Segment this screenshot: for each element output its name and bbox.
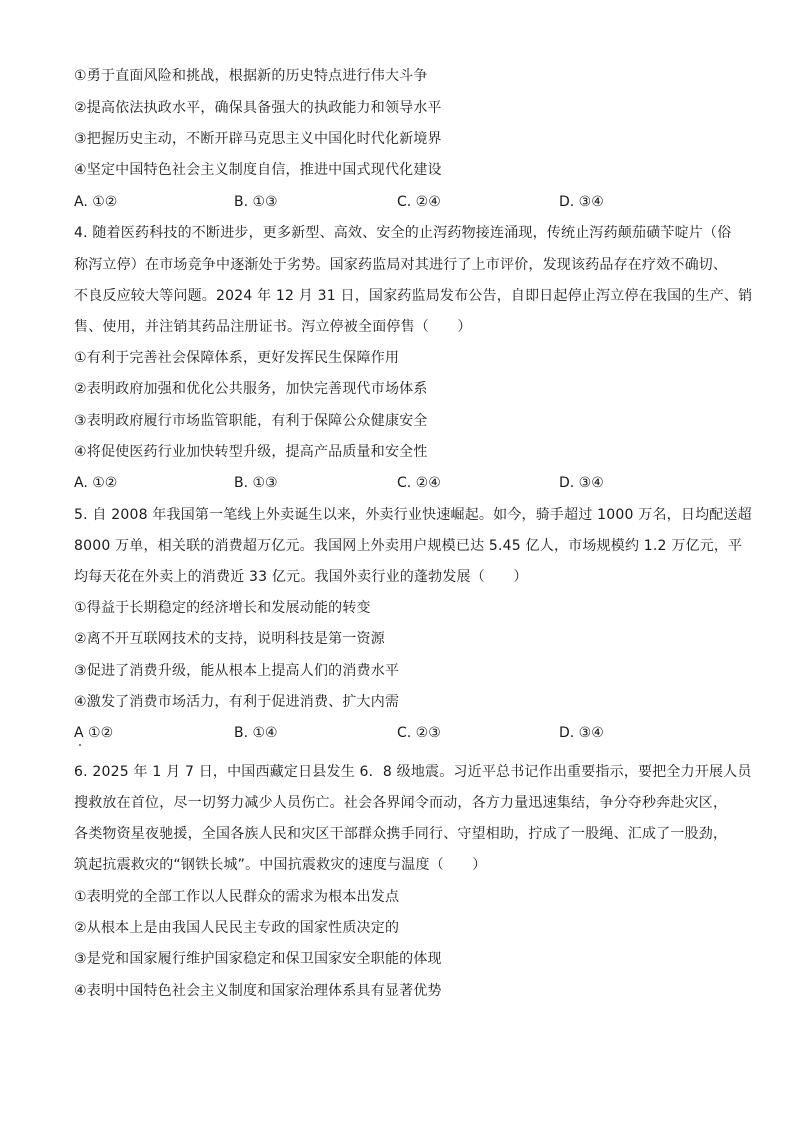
q5-option-c[interactable]: C. ②③ [397,725,441,741]
q6-item-3: ③是党和国家履行维护国家稳定和保卫国家安全职能的体现 [74,951,442,967]
q6-item-2: ②从根本上是由我国人民民主专政的国家性质决定的 [74,920,400,936]
stray-dot-mark [79,744,81,746]
q6-item-4: ④表明中国特色社会主义制度和国家治理体系具有显著优势 [74,983,442,999]
q4-stem-line-1: 4. 随着医药科技的不断进步，更多新型、高效、安全的止泻药物接连涌现，传统止泻药颠茄磺苄啶片（俗 [74,225,732,241]
q4-item-3: ③表明政府履行市场监管职能，有利于保障公众健康安全 [74,413,428,429]
q5-options [74,723,734,743]
q4-item-2: ②表明政府加强和优化公共服务，加快完善现代市场体系 [74,381,428,397]
q4-stem-line-3: 不良反应较大等问题。2024 年 12 月 31 日，国家药监局发布公告，自即日起停止泻立停在我国的生产、销 [74,288,753,304]
q5-option-d[interactable]: D. ③④ [559,725,604,741]
q5-item-4: ④激发了消费市场活力，有利于促进消费、扩大内需 [74,694,400,710]
q3-item-4: ④坚定中国特色社会主义制度自信，推进中国式现代化建设 [74,162,442,178]
q3-option-d[interactable]: D. ③④ [559,194,604,210]
q3-item-2: ②提高依法执政水平，确保具备强大的执政能力和领导水平 [74,100,442,116]
q4-option-d[interactable]: D. ③④ [559,475,604,491]
q4-option-c[interactable]: C. ②④ [397,475,441,491]
q4-option-a[interactable]: A. ①② [74,475,118,491]
q6-stem-line-2: 搜救放在首位，尽一切努力减少人员伤亡。社会各界闻令而动，各方力量迅速集结，争分夺秒奔赴灾区， [74,795,728,811]
q6-stem-line-1: 6. 2025 年 1 月 7 日，中国西藏定日县发生 6．8 级地震。习近平总书记作出重要指示，要把全力开展人员 [74,764,752,780]
q5-item-3: ③促进了消费升级，能从根本上提高人们的消费水平 [74,663,400,679]
q4-item-1: ①有利于完善社会保障体系，更好发挥民生保障作用 [74,350,400,366]
q3-item-3: ③把握历史主动，不断开辟马克思主义中国化时代化新境界 [74,131,442,147]
q3-options [74,192,734,212]
q4-options [74,473,734,493]
q3-option-a[interactable]: A. ①② [74,194,118,210]
q4-option-b[interactable]: B. ①③ [234,475,278,491]
q6-stem-line-3: 各类物资星夜驰援，全国各族人民和灾区干部群众携手同行、守望相助，拧成了一股绳、汇成了一股劲， [74,826,728,842]
q5-item-2: ②离不开互联网技术的支持，说明科技是第一资源 [74,631,385,647]
q5-item-1: ①得益于长期稳定的经济增长和发展动能的转变 [74,600,371,616]
q4-stem-line-2: 称泻立停）在市场竞争中逐渐处于劣势。国家药监局对其进行了上市评价，发现该药品存在疗效不确切、 [74,257,728,273]
q3-item-1: ①勇于直面风险和挑战，根据新的历史特点进行伟大斗争 [74,68,428,84]
q6-stem-line-4: 筑起抗震救灾的“钢铁长城”。中国抗震救灾的速度与温度（ ） [74,857,487,873]
q5-stem-line-1: 5. 自 2008 年我国第一笔线上外卖诞生以来，外卖行业快速崛起。如今，骑手超过 1000 万名，日均配送超 [74,507,752,523]
q5-option-a[interactable]: A ①② [74,725,114,741]
q5-stem-line-3: 均每天花在外卖上的消费近 33 亿元。我国外卖行业的蓬勃发展（ ） [74,569,528,585]
q4-item-4: ④将促使医药行业加快转型升级，提高产品质量和安全性 [74,444,428,460]
q3-option-c[interactable]: C. ②④ [397,194,441,210]
q6-item-1: ①表明党的全部工作以人民群众的需求为根本出发点 [74,889,400,905]
q5-stem-line-2: 8000 万单，相关联的消费超万亿元。我国网上外卖用户规模已达 5.45 亿人，市场规模约 1.2 万亿元，平 [74,538,743,554]
q4-stem-line-4: 售、使用，并注销其药品注册证书。泻立停被全面停售（ ） [74,319,472,335]
q3-option-b[interactable]: B. ①③ [234,194,278,210]
q5-option-b[interactable]: B. ①④ [234,725,278,741]
